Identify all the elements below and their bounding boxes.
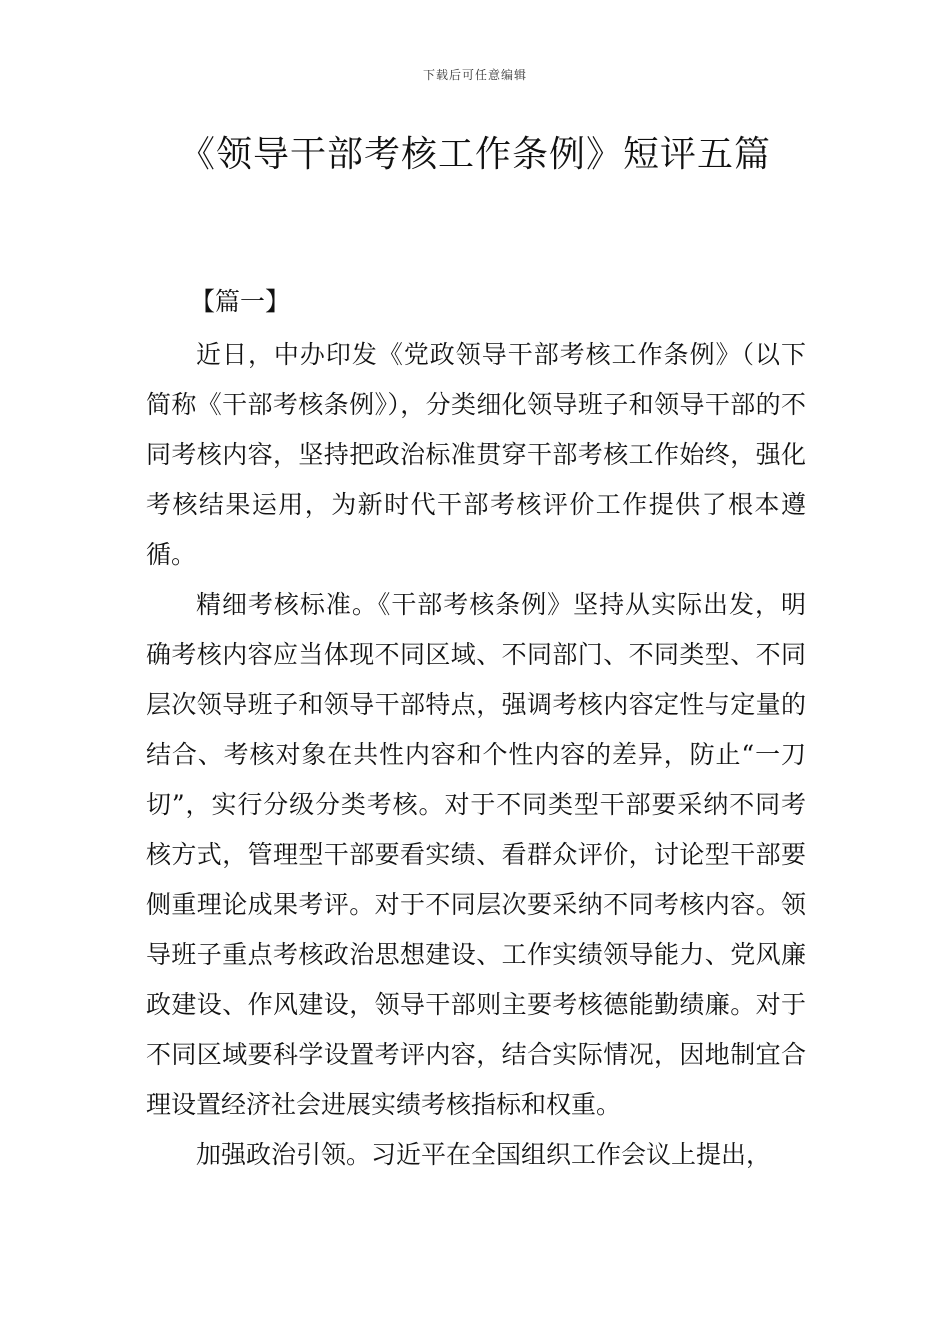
paragraph-1: 近日，中办印发《党政领导干部考核工作条例》（以下简称《干部考核条例》），分类细化领导班子和领导干部的不同考核内容，坚持把政治标准贯穿干部考核工作始终，强化考核结果运用，为新时代干部考核评价工作提供了根本遵循。 (146, 340, 806, 569)
section-heading: 【篇一】 (190, 287, 291, 316)
document-title: 《领导干部考核工作条例》短评五篇 (178, 134, 771, 175)
paragraph-2: 精细考核标准。《干部考核条例》坚持从实际出发，明确考核内容应当体现不同区域、不同部门、不同类型、不同层次领导班子和领导干部特点，强调考核内容定性与定量的结合、考核对象在共性内容和个性内容的差异，防止“一刀切”，实行分级分类考核。对于不同类型干部要采纳不同考核方式，管理型干部要看实绩、看群众评价，讨论型干部要侧重理论成果考评。对于不同层次要采纳不同考核内容。领导班子重点考核政治思想建设、工作实绩领导能力、党风廉政建设、作风建设，领导干部则主要考核德能勤绩廉。对于不同区域要科学设置考评内容，结合实际情况，因地制宜合理设置经济社会进展实绩考核指标和权重。 (146, 590, 806, 1119)
paragraph-3: 加强政治引领。习近平在全国组织工作会议上提出， (196, 1140, 772, 1169)
document-body (146, 330, 806, 1180)
header-note: 下载后可任意编辑 (422, 68, 527, 82)
